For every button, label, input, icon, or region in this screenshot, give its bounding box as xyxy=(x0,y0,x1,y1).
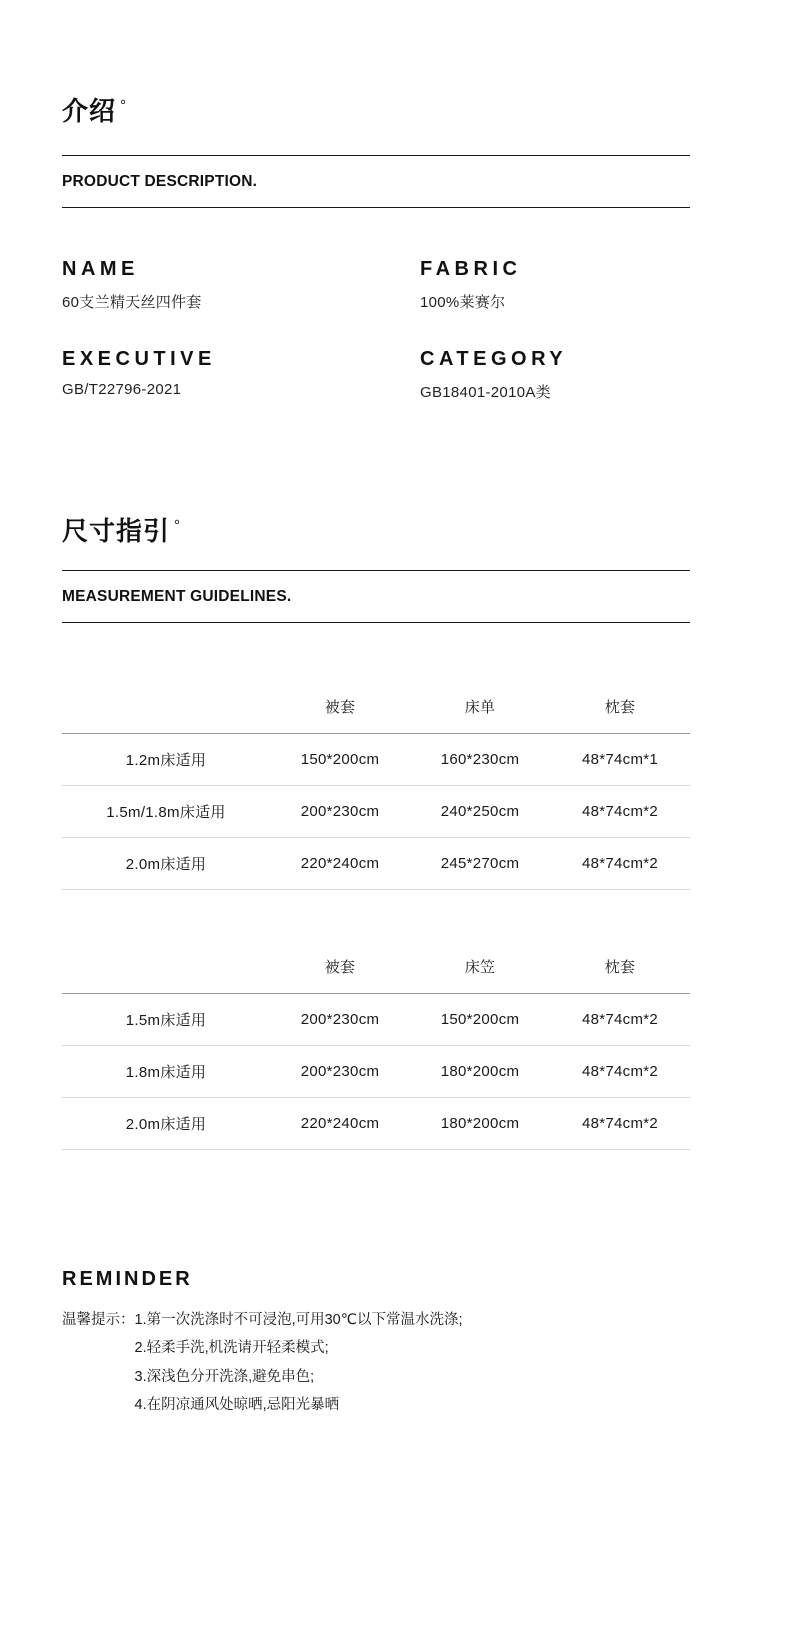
table-cell: 1.5m/1.8m床适用 xyxy=(106,804,226,821)
table-cell: 200*230cm xyxy=(300,1011,380,1028)
list-item: 3.深浅色分开洗涤,避免串色; xyxy=(134,1368,315,1385)
reminder-list xyxy=(135,1306,463,1419)
size-heading xyxy=(62,518,181,545)
intro-heading-text: 介绍 xyxy=(62,96,117,126)
list-item: 2.轻柔手洗,机洗请开轻柔模式; xyxy=(134,1340,329,1357)
size-table-1 xyxy=(62,690,690,890)
spec-label-category: CATEGORY xyxy=(420,348,568,370)
table-cell: 220*240cm xyxy=(300,1115,380,1132)
table-col-header-pillowcase: 枕套 xyxy=(604,699,636,716)
table-row xyxy=(62,786,690,838)
spec-value-category: GB18401-2010A类 xyxy=(420,384,551,401)
table-cell: 1.2m床适用 xyxy=(125,752,207,769)
table-cell: 48*74cm*2 xyxy=(581,1063,659,1080)
reminder-prefix: 温馨提示： xyxy=(62,1312,135,1328)
table-cell: 48*74cm*2 xyxy=(581,803,659,820)
table-cell: 48*74cm*2 xyxy=(581,1115,659,1132)
list-item: 4.在阴凉通风处晾晒,忌阳光暴晒 xyxy=(134,1396,340,1413)
table-cell: 180*200cm xyxy=(440,1063,520,1080)
spec-item-category xyxy=(420,348,690,402)
degree-mark-icon-2: ° xyxy=(174,517,182,535)
size-table-2 xyxy=(62,950,690,1150)
spec-value-executive: GB/T22796-2021 xyxy=(62,381,182,398)
table-cell: 180*200cm xyxy=(440,1115,520,1132)
table-header-row xyxy=(62,690,690,734)
size-rule-bottom xyxy=(62,622,690,623)
table-cell: 150*200cm xyxy=(440,1011,520,1028)
list-item: 1.第一次洗涤时不可浸泡,可用30℃以下常温水洗涤; xyxy=(134,1312,463,1328)
table-col-header-duvet-2: 被套 xyxy=(324,959,356,976)
table-col-header-duvet: 被套 xyxy=(324,699,356,716)
table-col-header-fitted-sheet: 床笠 xyxy=(464,959,496,976)
table-cell: 1.5m床适用 xyxy=(125,1012,207,1029)
table-col-header-sheet: 床单 xyxy=(464,699,496,716)
table-cell: 2.0m床适用 xyxy=(125,1116,207,1133)
table-col-header-blank xyxy=(62,690,270,734)
spec-grid xyxy=(62,258,690,402)
size-table-1-wrapper xyxy=(62,690,690,890)
table-header-row xyxy=(62,950,690,994)
intro-subheading: PRODUCT DESCRIPTION. xyxy=(62,173,258,190)
intro-rule-top xyxy=(62,155,690,156)
intro-rule-bottom xyxy=(62,207,690,208)
table-cell: 48*74cm*2 xyxy=(581,855,659,872)
table-cell: 240*250cm xyxy=(440,803,520,820)
table-cell: 150*200cm xyxy=(300,751,380,768)
spec-label-fabric: FABRIC xyxy=(420,258,522,280)
table-cell: 220*240cm xyxy=(300,855,380,872)
size-table-2-wrapper xyxy=(62,950,690,1150)
table-cell: 160*230cm xyxy=(440,751,520,768)
table-cell: 2.0m床适用 xyxy=(125,856,207,873)
reminder-body xyxy=(62,1306,702,1419)
table-cell: 48*74cm*1 xyxy=(581,751,659,768)
spec-label-name: NAME xyxy=(62,258,139,280)
spec-value-name: 60支兰精天丝四件套 xyxy=(62,294,202,311)
table-cell: 245*270cm xyxy=(440,855,520,872)
size-rule-top xyxy=(62,570,690,571)
spec-item-name xyxy=(62,258,420,312)
spec-value-fabric: 100%莱赛尔 xyxy=(420,294,506,311)
table-cell: 200*230cm xyxy=(300,1063,380,1080)
table-col-header-pillowcase-2: 枕套 xyxy=(604,959,636,976)
table-col-header-blank-2 xyxy=(62,950,270,994)
spec-item-executive xyxy=(62,348,420,402)
table-row xyxy=(62,1046,690,1098)
size-heading-text: 尺寸指引 xyxy=(62,516,171,546)
intro-heading xyxy=(62,98,127,125)
table-row xyxy=(62,994,690,1046)
table-cell: 1.8m床适用 xyxy=(125,1064,207,1081)
table-row xyxy=(62,734,690,786)
table-cell: 48*74cm*2 xyxy=(581,1011,659,1028)
spec-item-fabric xyxy=(420,258,690,312)
reminder-title: REMINDER xyxy=(62,1268,193,1290)
table-row xyxy=(62,1098,690,1150)
size-subheading: MEASUREMENT GUIDELINES. xyxy=(62,588,292,605)
degree-mark-icon: ° xyxy=(120,97,128,115)
table-cell: 200*230cm xyxy=(300,803,380,820)
spec-label-executive: EXECUTIVE xyxy=(62,348,216,370)
table-row xyxy=(62,838,690,890)
